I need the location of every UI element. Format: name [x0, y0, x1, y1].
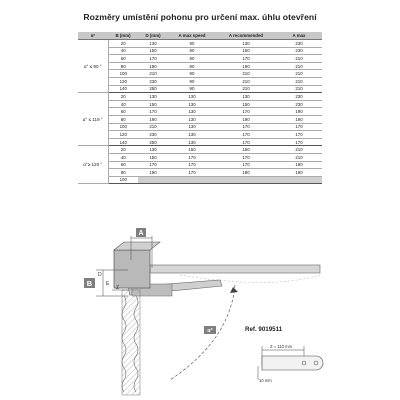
cell-a-max: 210: [276, 55, 322, 63]
cell-a-max: 210: [276, 77, 322, 85]
cell-d: 230: [138, 131, 168, 139]
cell-a-max-speed: 130: [168, 93, 216, 101]
cell-d: 130: [138, 40, 168, 48]
cell-a-recommended: 170: [216, 153, 276, 161]
cell-a-max-speed: 130: [168, 115, 216, 123]
cell-d: 170: [138, 55, 168, 63]
cell-a-max-speed: 90: [168, 85, 216, 93]
cell-a-recommended: 130: [216, 93, 276, 101]
cell-b: 100: [108, 70, 138, 78]
cell-a-max: 230: [276, 40, 322, 48]
cell-d: 170: [138, 161, 168, 169]
opening-arc: [170, 285, 235, 380]
gate-leaf: [150, 265, 320, 273]
cell-a-recommended: 130: [216, 40, 276, 48]
cell-a-recommended: 170: [216, 138, 276, 146]
cell-a-max: 190: [276, 169, 322, 177]
cell-a-max: 190: [276, 115, 322, 123]
cell-d: 170: [138, 108, 168, 116]
arc-arrowhead: [230, 287, 238, 293]
cell-a-max-speed: 90: [168, 55, 216, 63]
page-title: Rozměry umístění pohonu pro určení max. úhlu otevření: [83, 12, 317, 22]
label-a: A: [138, 230, 144, 237]
reference-number: Ref. 9019511: [245, 326, 283, 333]
cell-d: 250: [138, 85, 168, 93]
cell-a-max-speed: 130: [168, 131, 216, 139]
angle-group-label: α° ≤ 119 °: [78, 93, 108, 146]
pillar-body: [114, 250, 150, 288]
cell-a-recommended: 210: [216, 77, 276, 85]
cell-a-recommended: 150: [216, 100, 276, 108]
cell-d: 210: [138, 123, 168, 131]
cell-a-max: 170: [276, 138, 322, 146]
cell-a-recommended: 210: [216, 85, 276, 93]
cell-a-max-speed: 170: [168, 161, 216, 169]
cell-b: 60: [108, 55, 138, 63]
cell-b: 60: [108, 108, 138, 116]
cell-a-recommended: 170: [216, 108, 276, 116]
cell-b: 120: [108, 77, 138, 85]
col-header-d: D (mm): [138, 32, 168, 40]
cell-a-max: 230: [276, 93, 322, 101]
cell-a-max: 210: [276, 62, 322, 70]
cell-a-max-speed: 130: [168, 138, 216, 146]
cell-b: 40: [108, 153, 138, 161]
cell-a-recommended: 170: [216, 131, 276, 139]
cell-b: 20: [108, 146, 138, 154]
col-header-a-recommended: A recommended: [216, 32, 276, 40]
cell-a-max-speed: 130: [168, 108, 216, 116]
cell-d: 130: [138, 146, 168, 154]
cell-a-recommended: 170: [216, 55, 276, 63]
cell-a-max: 210: [276, 70, 322, 78]
label-z: Z: [116, 285, 120, 291]
cell-d: 190: [138, 115, 168, 123]
col-header-b: B (mm): [108, 32, 138, 40]
cell-a-recommended: 190: [216, 62, 276, 70]
cell-a-max: 230: [276, 47, 322, 55]
cell-a-max-speed: 130: [168, 123, 216, 131]
label-b: B: [86, 279, 93, 288]
cell-b: 140: [108, 138, 138, 146]
cell-b: 40: [108, 47, 138, 55]
detail-z-label: Z = 110 mm: [270, 344, 293, 349]
angle-group-label: α° ≤ 90 °: [78, 40, 108, 93]
cell-a-max: 170: [276, 123, 322, 131]
cell-a-max: 170: [276, 131, 322, 139]
cell-a-max: 210: [276, 85, 322, 93]
cell-a-max: 190: [276, 161, 322, 169]
cell-b: 140: [108, 85, 138, 93]
cell-a-max: 210: [276, 153, 322, 161]
cell-d: 250: [138, 138, 168, 146]
cell-a-recommended: 170: [216, 161, 276, 169]
cell-a-max-speed: 90: [168, 77, 216, 85]
cell-b: 20: [108, 93, 138, 101]
cell-a-max-speed: 90: [168, 47, 216, 55]
cell-b: 100: [108, 176, 138, 184]
cell-b: 80: [108, 115, 138, 123]
cell-d: 150: [138, 47, 168, 55]
cell-b: 100: [108, 123, 138, 131]
cell-a-max-speed: 90: [168, 62, 216, 70]
cell-a-max-speed: 90: [168, 40, 216, 48]
cell-a-recommended: 170: [216, 123, 276, 131]
col-header-a-max-speed: A max speed: [168, 32, 216, 40]
cell-d: 130: [138, 93, 168, 101]
pillar-top: [114, 242, 160, 250]
col-header-angle: α°: [78, 32, 108, 40]
cell-b: 120: [108, 131, 138, 139]
cell-a-max-speed: 150: [168, 146, 216, 154]
cell-a-recommended: 210: [216, 70, 276, 78]
cell-b: 80: [108, 169, 138, 177]
cell-b: 20: [108, 40, 138, 48]
cell-a-max-speed: 170: [168, 153, 216, 161]
cell-d: 190: [138, 169, 168, 177]
cell-a-max-speed: 90: [168, 70, 216, 78]
cell-d: 190: [138, 62, 168, 70]
cell-d: 150: [138, 153, 168, 161]
cell-d: 230: [138, 77, 168, 85]
cell-a-max: 190: [276, 108, 322, 116]
col-header-a-max: A max: [276, 32, 322, 40]
cell-d: 210: [138, 70, 168, 78]
cell-a-recommended: 190: [216, 115, 276, 123]
cell-a-recommended: 150: [216, 146, 276, 154]
label-e: E: [106, 281, 110, 287]
cell-b: 40: [108, 100, 138, 108]
angle-group-label: α°≥ 120 °: [78, 146, 108, 184]
bracket-detail: [258, 344, 323, 383]
label-alpha: α°: [207, 328, 213, 334]
cell-a-max-speed: 170: [168, 169, 216, 177]
cell-a-max: 230: [276, 100, 322, 108]
cell-d: 150: [138, 100, 168, 108]
label-d: D: [98, 272, 102, 278]
cell-b: 80: [108, 62, 138, 70]
detail-10-label: 10 mm: [259, 378, 272, 383]
cell-a-max-speed: 130: [168, 100, 216, 108]
cell-a-max: 210: [276, 146, 322, 154]
cell-b: 60: [108, 161, 138, 169]
cell-a-recommended: 150: [216, 47, 276, 55]
cell-a-recommended: 190: [216, 169, 276, 177]
